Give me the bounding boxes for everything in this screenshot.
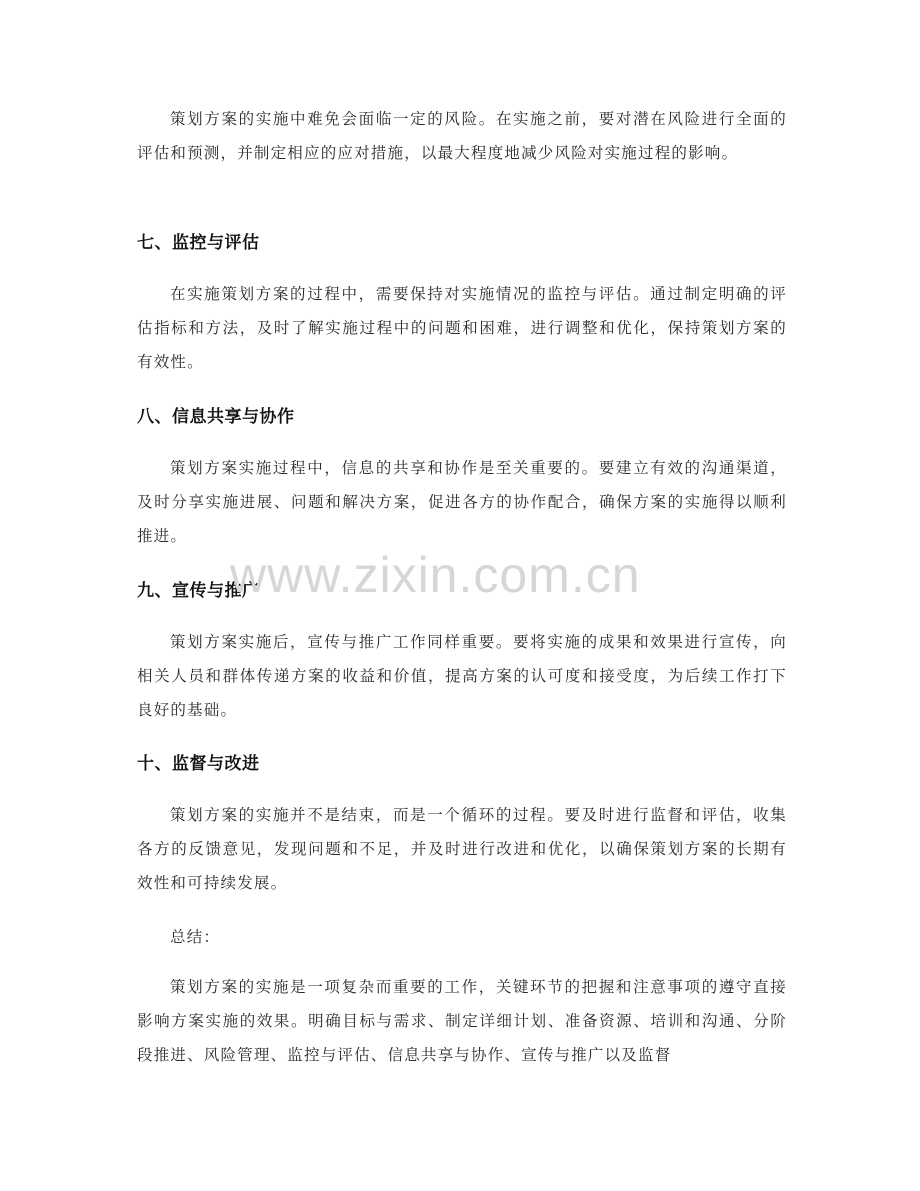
heading-info-sharing: 八、信息共享与协作 <box>137 407 295 427</box>
paragraph-summary: 策划方案的实施是一项复杂而重要的工作，关键环节的把握和注意事项的遵守直接影响方案实施的效果。明确目标与需求、制定详细计划、准备资源、培训和沟通、分阶段推进、风险管理、监控与评估、信息共享与协作、宣传与推广以及监督 <box>137 978 787 1064</box>
heading-promotion: 九、宣传与推广 <box>137 581 260 601</box>
heading-monitor-evaluate: 七、监控与评估 <box>137 233 260 253</box>
paragraph-promotion: 策划方案实施后，宣传与推广工作同样重要。要将实施的成果和效果进行宣传，向相关人员和群体传递方案的收益和价值，提高方案的认可度和接受度，为后续工作打下良好的基础。 <box>137 633 787 719</box>
summary-label: 总结： <box>170 928 221 946</box>
heading-supervise-improve: 十、监督与改进 <box>137 754 260 774</box>
paragraph-monitor-evaluate: 在实施策划方案的过程中，需要保持对实施情况的监控与评估。通过制定明确的评估指标和方法，及时了解实施过程中的问题和困难，进行调整和优化，保持策划方案的有效性。 <box>137 285 787 371</box>
paragraph-risk: 策划方案的实施中难免会面临一定的风险。在实施之前，要对潜在风险进行全面的评估和预测，并制定相应的应对措施，以最大程度地减少风险对实施过程的影响。 <box>137 110 787 162</box>
paragraph-supervise-improve: 策划方案的实施并不是结束，而是一个循环的过程。要及时进行监督和评估，收集各方的反馈意见，发现问题和不足，并及时进行改进和优化，以确保策划方案的长期有效性和可持续发展。 <box>137 806 787 892</box>
watermark: www.zixin.com.cn <box>230 547 641 603</box>
paragraph-info-sharing: 策划方案实施过程中，信息的共享和协作是至关重要的。要建立有效的沟通渠道，及时分享实施进展、问题和解决方案，促进各方的协作配合，确保方案的实施得以顺利推进。 <box>137 459 787 545</box>
